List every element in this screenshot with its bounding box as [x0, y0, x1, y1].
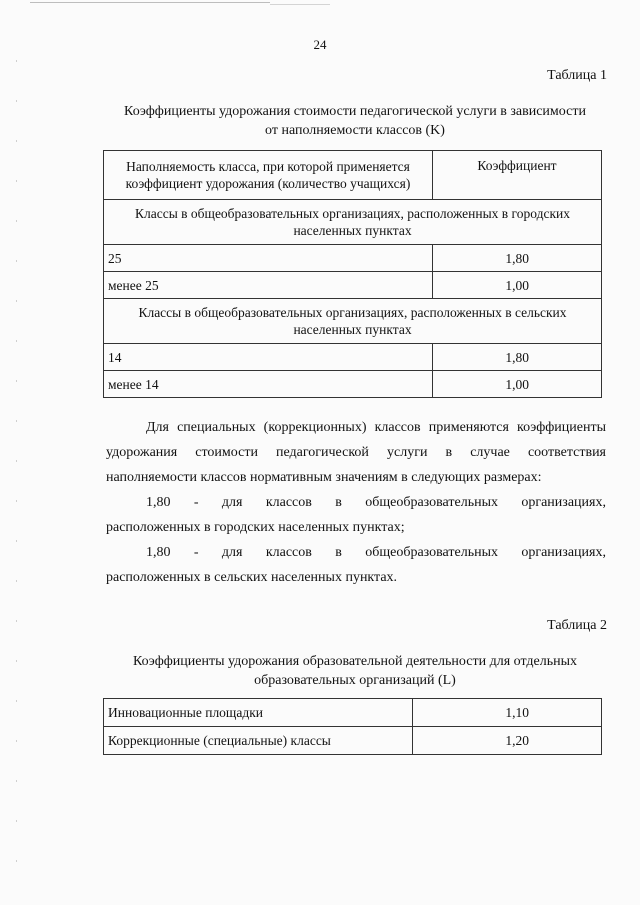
organization-type-cell: Инновационные площадки	[104, 699, 413, 727]
table2-title-line: Коэффициенты удорожания образовательной деятельности для отдельных	[132, 654, 577, 669]
table-row	[104, 727, 602, 755]
table1-label: Таблица 1	[547, 68, 607, 83]
header-cell-class-size	[104, 151, 433, 200]
coefficient-cell: 1,20	[413, 727, 602, 755]
item-word: в	[335, 495, 342, 510]
group-row-rural	[104, 299, 602, 344]
list-item-urban-continuation: расположенных в городских населенных пунктах;	[106, 520, 405, 535]
group-title-line: населенных пунктах	[293, 223, 412, 238]
coefficient-cell: 1,10	[413, 699, 602, 727]
list-item-urban	[106, 490, 606, 515]
body-text	[106, 415, 606, 590]
table2-title	[100, 652, 610, 690]
item-word: классов	[265, 545, 312, 560]
table2-title-line: образовательных организаций (L)	[254, 673, 456, 688]
table1-title-line: от наполняемости классов (K)	[265, 123, 445, 138]
class-size-cell: менее 25	[104, 272, 433, 299]
class-size-cell: 25	[104, 245, 433, 272]
paragraph-special-classes: Для специальных (коррекционных) классов применяются коэффициенты удорожания стоимости педагогической услуги в случае соответствия наполняемости классов нормативным значениям в следующих размерах:	[106, 420, 606, 485]
coefficient-cell: 1,00	[433, 371, 602, 398]
table-row	[104, 272, 602, 299]
header-text-line: коэффициент удорожания (количество учащихся)	[125, 176, 411, 191]
item-word: для	[221, 545, 243, 560]
item-word: для	[221, 495, 243, 510]
class-size-cell: 14	[104, 344, 433, 371]
scan-artifact-line	[30, 2, 270, 3]
item-word: организациях,	[521, 495, 606, 510]
item-word: организациях,	[521, 545, 606, 560]
item-word: общеобразовательных	[365, 495, 498, 510]
group-title-line: населенных пунктах	[293, 322, 412, 337]
coefficient-cell: 1,80	[433, 344, 602, 371]
table-row	[104, 699, 602, 727]
item-word: -	[193, 495, 199, 510]
coefficient-cell: 1,00	[433, 272, 602, 299]
group-title-line: Классы в общеобразовательных организациях, расположенных в сельских	[138, 305, 567, 320]
item-word: в	[335, 545, 342, 560]
scan-artifact-line	[270, 4, 330, 5]
group-title-cell	[104, 200, 602, 245]
class-size-cell: менее 14	[104, 371, 433, 398]
coefficients-table-k	[103, 150, 602, 398]
item-word: общеобразовательных	[365, 545, 498, 560]
coefficient-cell: 1,80	[433, 245, 602, 272]
table-row	[104, 344, 602, 371]
organization-type-cell: Коррекционные (специальные) классы	[104, 727, 413, 755]
list-item-rural-continuation: расположенных в сельских населенных пунктах.	[106, 570, 398, 585]
table-row	[104, 245, 602, 272]
page-number: 24	[313, 37, 327, 52]
group-title-cell	[104, 299, 602, 344]
group-title-line: Классы в общеобразовательных организациях, расположенных в городских	[135, 206, 570, 221]
table-header-row	[104, 151, 602, 200]
table1-title	[100, 102, 610, 140]
coefficients-table-l	[103, 698, 602, 755]
item-word: 1,80	[146, 545, 171, 560]
table2-label: Таблица 2	[547, 618, 607, 633]
item-word: классов	[265, 495, 312, 510]
header-text-line: Наполняемость класса, при которой применяется	[126, 159, 410, 174]
item-word: 1,80	[146, 495, 171, 510]
list-item-rural	[106, 540, 606, 565]
group-row-urban	[104, 200, 602, 245]
item-word: -	[193, 545, 199, 560]
table-row	[104, 371, 602, 398]
table1-title-line: Коэффициенты удорожания стоимости педагогической услуги в зависимости	[124, 104, 586, 119]
binding-margin-marks	[16, 60, 17, 880]
header-cell-coefficient: Коэффициент	[433, 151, 602, 200]
